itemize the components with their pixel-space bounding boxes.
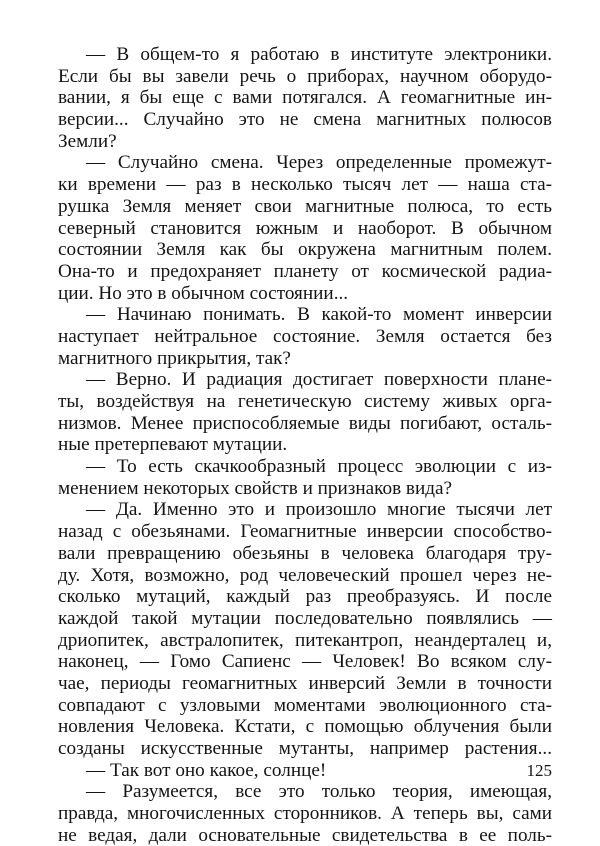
text-line: ты, воздействуя на генетическую систему живых орга- [58, 391, 552, 412]
text-line: ду. Хотя, возможно, род человеческий прошел через не- [58, 564, 552, 586]
body-text [58, 44, 552, 846]
text-line: дриопитек, австралопитек, питекантроп, неандерталец и, [58, 629, 552, 651]
text-line: каждой такой мутации последовательно появлялись — [58, 607, 552, 629]
text-line: — Да. Именно это и произошло многие тысячи лет [86, 499, 552, 521]
text-line: — В общем-то я работаю в институте электроники. [86, 44, 552, 65]
text-line: — Разумеется, все это только теория, имеющая, [86, 781, 552, 803]
text-line: сколько мутаций, каждый раз преобразуясь. И после [58, 586, 552, 608]
text-line: — Верно. И радиация достигает поверхности плане- [86, 369, 552, 391]
text-line: вании, я бы еще с вами потягался. А геомагнитные ин- [58, 87, 552, 109]
page-number: 125 [526, 761, 552, 780]
text-line: чае, периоды геомагнитных инверсий Земли в точности [58, 672, 552, 694]
text-line: созданы искусственные мутанты, например растения... [58, 738, 552, 759]
text-line: наступает нейтральное состояние. Земля остается без [58, 325, 552, 347]
text-line: наконец, — Гомо Сапиенс — Человек! Во всяком слу- [58, 651, 552, 673]
text-line: Если бы вы завели речь о приборах, научном оборудо- [58, 65, 552, 87]
text-line: — Начинаю понимать. В какой-то момент инверсии [86, 304, 552, 326]
text-line: ные претерпевают мутации. [58, 434, 288, 456]
text-line: магнитного прикрытия, так? [58, 347, 291, 369]
text-line: ции. Но это в обычном состоянии... [58, 282, 349, 304]
text-line: правда, многочисленных сторонников. А теперь вы, сами [58, 803, 552, 825]
text-line: менением некоторых свойств и признаков вида? [58, 477, 453, 499]
text-line: новления Человека. Кстати, с помощью облучения были [58, 716, 552, 738]
text-line: Она-то и предохраняет планету от космической радиа- [58, 260, 552, 282]
text-line: версии... Случайно это не смена магнитных полюсов [58, 109, 552, 131]
text-line: вали превращению обезьяны в человека благодаря тру- [58, 542, 552, 564]
text-line: — Случайно смена. Через определенные промежут- [86, 152, 552, 174]
text-line: рушка Земля меняет свои магнитные полюса, то есть [58, 195, 552, 217]
text-line: не ведая, дали основательные свидетельства в ее поль- [58, 824, 552, 846]
text-line: низмов. Менее приспособляемые виды погибают, осталь- [58, 412, 552, 434]
text-line: северный становится южным и наоборот. В обычном [58, 217, 552, 239]
text-line: Земли? [58, 130, 117, 152]
text-line: — То есть скачкообразный процесс эволюции с из- [86, 456, 552, 478]
text-line: совпадают с узловыми моментами эволюционного ста- [58, 694, 552, 716]
text-line: назад с обезьянами. Геомагнитные инверсии способство- [58, 521, 552, 543]
text-line: — Так вот оно какое, солнце! [86, 759, 327, 781]
text-line: ки времени — раз в несколько тысяч лет — наша ста- [58, 174, 552, 196]
text-line: состоянии Земля как бы окружена магнитным полем. [58, 239, 552, 261]
